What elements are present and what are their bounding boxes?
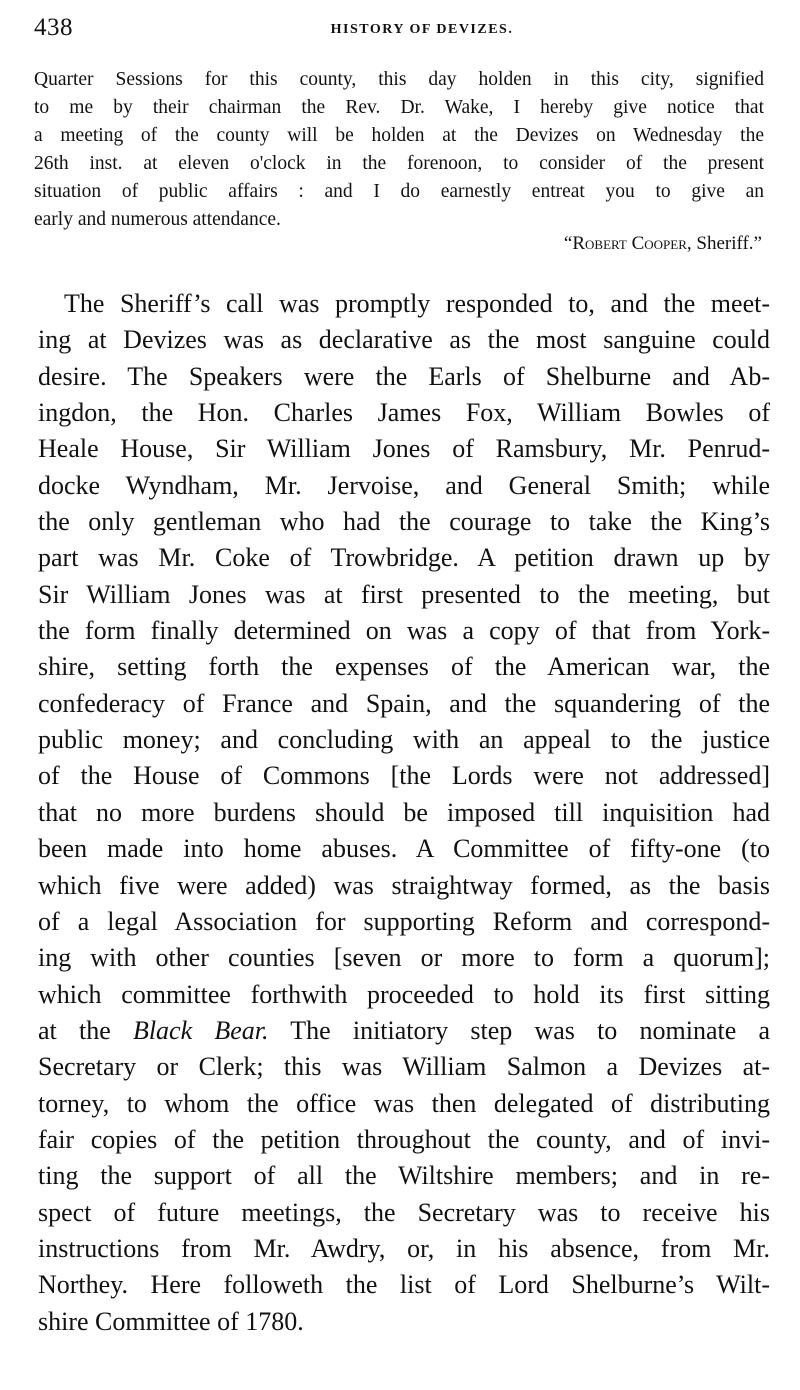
body-line: spect of future meetings, the Secretary was to receive his <box>38 1197 770 1227</box>
body-line: desire. The Speakers were the Earls of Shelburne and Ab- <box>38 361 770 391</box>
quote-line: situation of public affairs : and I do earnestly entreat you to give an <box>34 181 764 202</box>
body-line: The Sheriff’s call was promptly responded to, and the meet- <box>64 289 770 318</box>
body-line: of a legal Association for supporting Reform and correspond- <box>38 906 770 936</box>
body-line: ting the support of all the Wiltshire members; and in re- <box>38 1161 770 1191</box>
signature-name: Robert Cooper <box>572 233 687 254</box>
body-line: been made into home abuses. A Committee of fifty-one (to <box>38 834 770 864</box>
body-text: The initiatory step was to nominate a <box>268 1015 770 1045</box>
body-line: ing with other counties [seven or more to form a quorum]; <box>38 943 770 973</box>
body-line: shire Committee of 1780. <box>38 1306 304 1336</box>
body-line: the form finally determined on was a copy of that from York- <box>38 616 770 646</box>
page-header <box>34 14 770 46</box>
body-line: public money; and concluding with an appeal to the justice <box>38 725 770 755</box>
body-text: at the <box>38 1015 133 1045</box>
body-line: torney, to whom the office was then delegated of distributing <box>38 1088 770 1118</box>
body-line: shire, setting forth the expenses of the American war, the <box>38 652 770 682</box>
quoted-notice <box>34 66 764 234</box>
quote-line: 26th inst. at eleven o'clock in the forenoon, to consider of the present <box>34 153 764 174</box>
body-line: Sir William Jones was at first presented to the meeting, but <box>38 579 770 609</box>
body-line: ing at Devizes was as declarative as the most sanguine could <box>38 325 770 355</box>
page-number: 438 <box>34 14 73 41</box>
body-line: the only gentleman who had the courage to take the King’s <box>38 507 770 537</box>
body-line: fair copies of the petition throughout the county, and of invi- <box>38 1124 770 1154</box>
body-line: which committee forthwith proceeded to hold its first sitting <box>38 979 770 1009</box>
signature-open-quote: “ <box>563 233 573 254</box>
quote-line: Quarter Sessions for this county, this day holden in this city, signified <box>34 69 764 90</box>
quote-line: early and numerous attendance. <box>34 209 281 230</box>
italic-inn-name: Black Bear. <box>132 1015 269 1045</box>
body-line: that no more burdens should be imposed till inquisition had <box>38 797 770 827</box>
notice-signature <box>564 230 762 258</box>
body-line: of the House of Commons [the Lords were not addressed] <box>38 761 770 791</box>
body-line: instructions from Mr. Awdry, or, in his absence, from Mr. <box>38 1233 770 1263</box>
body-paragraph <box>38 286 770 1340</box>
signature-title: , Sheriff.” <box>686 233 762 254</box>
body-line: docke Wyndham, Mr. Jervoise, and General Smith; while <box>38 470 770 500</box>
running-head: HISTORY OF DEVIZES. <box>330 22 514 37</box>
body-line: Heale House, Sir William Jones of Ramsbury, Mr. Penrud- <box>38 434 770 464</box>
body-line: confederacy of France and Spain, and the squandering of the <box>38 688 770 718</box>
body-line-mixed <box>38 1013 770 1049</box>
body-line: Northey. Here followeth the list of Lord Shelburne’s Wilt- <box>38 1270 770 1300</box>
body-line: Secretary or Clerk; this was William Salmon a Devizes at- <box>38 1052 770 1082</box>
quote-line: to me by their chairman the Rev. Dr. Wake, I hereby give notice that <box>34 97 764 118</box>
body-line: ingdon, the Hon. Charles James Fox, William Bowles of <box>38 398 770 428</box>
body-line: which five were added) was straightway formed, as the basis <box>38 870 770 900</box>
body-line: part was Mr. Coke of Trowbridge. A petition drawn up by <box>38 543 770 573</box>
quote-line: a meeting of the county will be holden at the Devizes on Wednesday the <box>34 125 764 146</box>
